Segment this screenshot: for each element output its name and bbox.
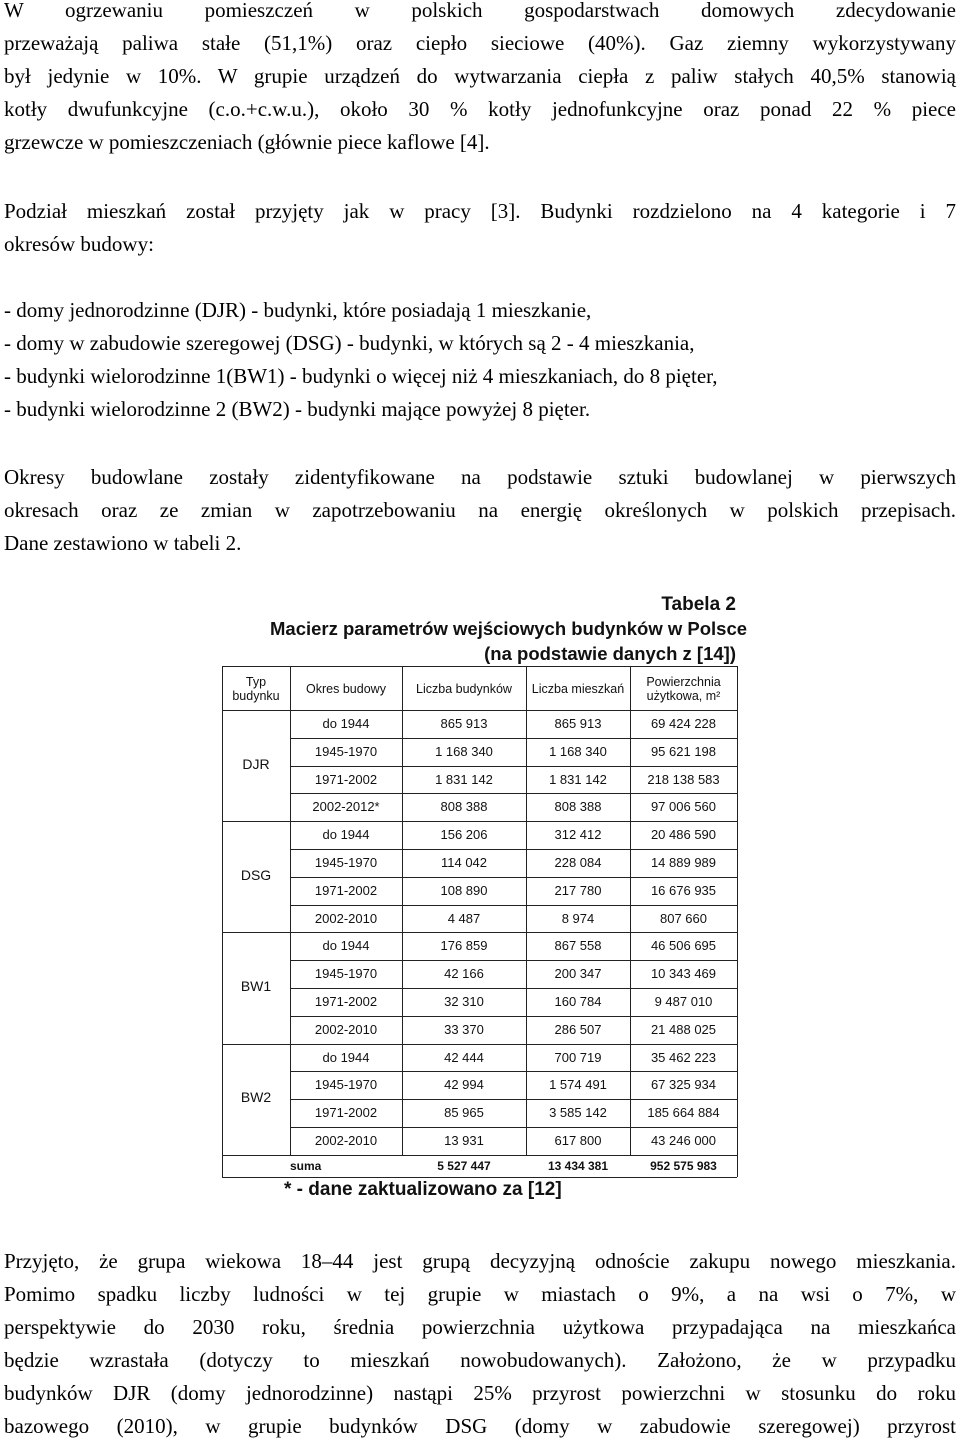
table-cell: 865 913 [554,716,602,731]
table-cell: 2002-2010 [314,1021,378,1037]
table-row-divider [290,1071,737,1072]
table-cell: 95 621 198 [650,743,717,759]
table-cell: 32 310 [444,994,484,1009]
table-cell: 1 831 142 [435,771,493,787]
table-cell: do 1944 [322,938,370,954]
table-cell: 14 889 989 [650,855,717,870]
table-cell: 20 486 590 [650,827,717,843]
table-cell: 1971-2002 [314,771,378,787]
building-type-label: BW1 [240,978,272,994]
table-cell: 67 325 934 [650,1077,717,1093]
text-line: Dane zestawiono w tabeli 2. [4,531,242,555]
table-cell: 176 859 [440,938,488,954]
building-type-label: DSG [240,866,272,883]
table-cell: 617 800 [554,1133,602,1148]
sum-buildings: 5 527 447 [437,1158,491,1173]
table-row-divider [290,1099,737,1100]
table-cell: 1 574 491 [549,1077,607,1093]
table-header-divider [222,710,737,711]
paragraph-division [4,195,956,261]
table-cell: 1945-1970 [314,743,378,759]
table-group-divider [222,1044,290,1045]
table-row-divider [290,960,737,961]
table-cell: 807 660 [660,910,707,926]
text-line: okresach oraz ze zmian w zapotrzebowaniu na energię określonych w polskich przepisach. [4,498,956,522]
table-row-divider [290,988,737,989]
text-line: Przyjęto, że grupa wiekowa 18–44 jest grupą decyzyjną odnoście zakupu nowego mieszkania. [4,1249,956,1273]
table-cell: 4 487 [447,910,481,926]
table-row-divider [290,877,737,878]
table-cell: 1971-2002 [314,882,378,898]
table-cell: 156 206 [440,827,488,843]
table-cell: 85 965 [444,1105,484,1121]
table-header-cell: Liczba budynków [416,682,512,696]
table-header-cell: Okres budowy [306,682,386,696]
table-column-divider [402,666,403,1155]
text-line: bazowego (2010), w grupie budynków DSG (domy w zabudowie szeregowej) przyrost [4,1414,956,1438]
text-line: Okresy budowlane zostały zidentyfikowane na podstawie sztuki budowlanej w pierwszych [4,465,956,489]
table-subtitle: (na podstawie danych z [14]) [484,643,736,664]
table-cell: 312 412 [554,827,602,843]
table-cell: 114 042 [440,855,488,870]
paragraph-periods [4,461,956,560]
table-cell: 2002-2012* [312,799,380,815]
table-cell: 200 347 [554,966,602,982]
list-item: - budynki wielorodzinne 2 (BW2) - budynki mające powyżej 8 pięter. [4,397,591,421]
table-cell: 286 507 [554,1021,602,1037]
building-type-label: BW2 [240,1089,272,1106]
table-cell: 69 424 228 [650,716,717,731]
table-cell: 42 166 [444,966,484,982]
table-group-divider [222,932,290,933]
list-item: - domy jednorodzinne (DJR) - budynki, które posiadają 1 mieszkanie, [4,298,592,322]
table-cell: 808 388 [440,799,488,815]
text-line: przeważają paliwa stałe (51,1%) oraz ciepło sieciowe (40%). Gaz ziemny wykorzystywany [4,31,956,55]
text-line: kotły dwufunkcyjne (c.o.+c.w.u.), około 30 % kotły jednofunkcyjne oraz ponad 22 % piece [4,97,956,121]
table-top-border [222,666,737,667]
table-row-divider [290,793,737,794]
table-cell: 1945-1970 [314,966,378,982]
table-row-divider [290,766,737,767]
table-group-divider [222,821,290,822]
table-cell: do 1944 [322,716,370,731]
table-cell: 1 168 340 [435,743,493,759]
table-cell: 35 462 223 [650,1049,717,1065]
table-cell: 97 006 560 [650,799,717,815]
text-line: będzie wzrastała (dotyczy to mieszkań nowobudowanych). Założono, że w przypadku [4,1348,956,1372]
table-row-divider [290,849,737,850]
table-cell: 2002-2010 [314,1133,378,1148]
table-header-cell: Typ budynku [232,675,280,703]
table-cell: 33 370 [444,1021,484,1037]
table-cell: 2002-2010 [314,910,378,926]
table-row-divider [290,1127,737,1128]
table-label: Tabela 2 [661,594,736,615]
table-column-divider [737,666,738,1177]
list-item: - domy w zabudowie szeregowej (DSG) - budynki, w których są 2 - 4 mieszkania, [4,331,695,355]
table-cell: 42 994 [444,1077,484,1093]
table-cell: 108 890 [440,882,488,898]
table-header-cell: Liczba mieszkań [531,682,625,696]
table-cell: 228 084 [554,855,602,870]
table-cell: 46 506 695 [650,938,717,954]
table-cell: 808 388 [554,799,602,815]
table-cell: 185 664 884 [647,1105,720,1121]
table-cell: do 1944 [322,827,370,843]
text-line: Podział mieszkań został przyjęty jak w pracy [3]. Budynki rozdzielono na 4 kategorie i 7 [4,199,956,223]
text-line: Pomimo spadku liczby ludności w tej grupie w miastach o 9%, a na wsi o 7%, w [4,1282,956,1306]
table-column-divider [222,666,223,1177]
paragraph-age-group [4,1245,956,1443]
table-cell: 13 931 [444,1133,484,1148]
table-row-divider [290,738,737,739]
table-cell: 1971-2002 [314,1105,378,1121]
table-cell: 1945-1970 [314,1077,378,1093]
table-cell: 9 487 010 [654,994,713,1009]
list-item: - budynki wielorodzinne 1(BW1) - budynki o więcej niż 4 mieszkaniach, do 8 pięter, [4,364,718,388]
table-row-divider [290,1016,737,1017]
table-column-divider [630,666,631,1155]
table-cell: 160 784 [554,994,602,1009]
table-cell: 218 138 583 [647,771,720,787]
table-footnote: * - dane zaktualizowano za [12] [284,1179,562,1200]
table-column-divider [290,666,291,1155]
table-cell: 867 558 [554,938,602,954]
sum-label: suma [290,1158,322,1173]
table-cell: 16 676 935 [650,882,717,898]
table-figure [222,592,764,1210]
table-cell: 1 831 142 [549,771,607,787]
table-row-divider [290,1044,737,1045]
table-cell: 21 488 025 [650,1021,717,1037]
table-cell: 1971-2002 [314,994,378,1009]
table-row-divider [290,932,737,933]
table-row-divider [290,905,737,906]
table-cell: 43 246 000 [650,1133,717,1148]
text-line: budynków DJR (domy jednorodzinne) nastąpi 25% przyrost powierzchni w stosunku do roku [4,1381,956,1405]
table-cell: 10 343 469 [650,966,717,982]
table-title: Macierz parametrów wejściowych budynków w Polsce [270,618,748,639]
text-line: perspektywie do 2030 roku, średnia powierzchnia użytkowa przypadająca na mieszkańca [4,1315,956,1339]
table-header-cell: Powierzchnia użytkowa, m² [646,675,721,703]
text-line: okresów budowy: [4,232,154,256]
table-cell: 1 168 340 [549,743,607,759]
table-cell: 217 780 [554,882,602,898]
table-bottom-border [222,1177,737,1178]
sum-flats: 13 434 381 [547,1158,609,1173]
table-cell: 865 913 [440,716,488,731]
text-line: grzewcze w pomieszczeniach (głównie piece kaflowe [4]. [4,130,490,154]
table-cell: 700 719 [554,1049,602,1065]
table-body-bottom [222,1155,737,1156]
table-cell: 3 585 142 [549,1105,607,1121]
table-cell: 42 444 [444,1049,484,1065]
table-cell: do 1944 [322,1049,370,1065]
table-row-divider [290,821,737,822]
table-cell: 8 974 [561,910,595,926]
building-category-list [4,294,956,426]
table-column-divider [526,666,527,1155]
text-line: W ogrzewaniu pomieszczeń w polskich gospodarstwach domowych zdecydowanie [4,0,956,22]
table-cell: 1945-1970 [314,855,378,870]
building-type-label: DJR [242,755,270,772]
sum-area: 952 575 983 [650,1158,717,1173]
data-table [222,666,737,1177]
paragraph-heating [4,0,956,159]
text-line: był jedynie w 10%. W grupie urządzeń do wytwarzania ciepła z paliw stałych 40,5% stanowią [4,64,956,88]
